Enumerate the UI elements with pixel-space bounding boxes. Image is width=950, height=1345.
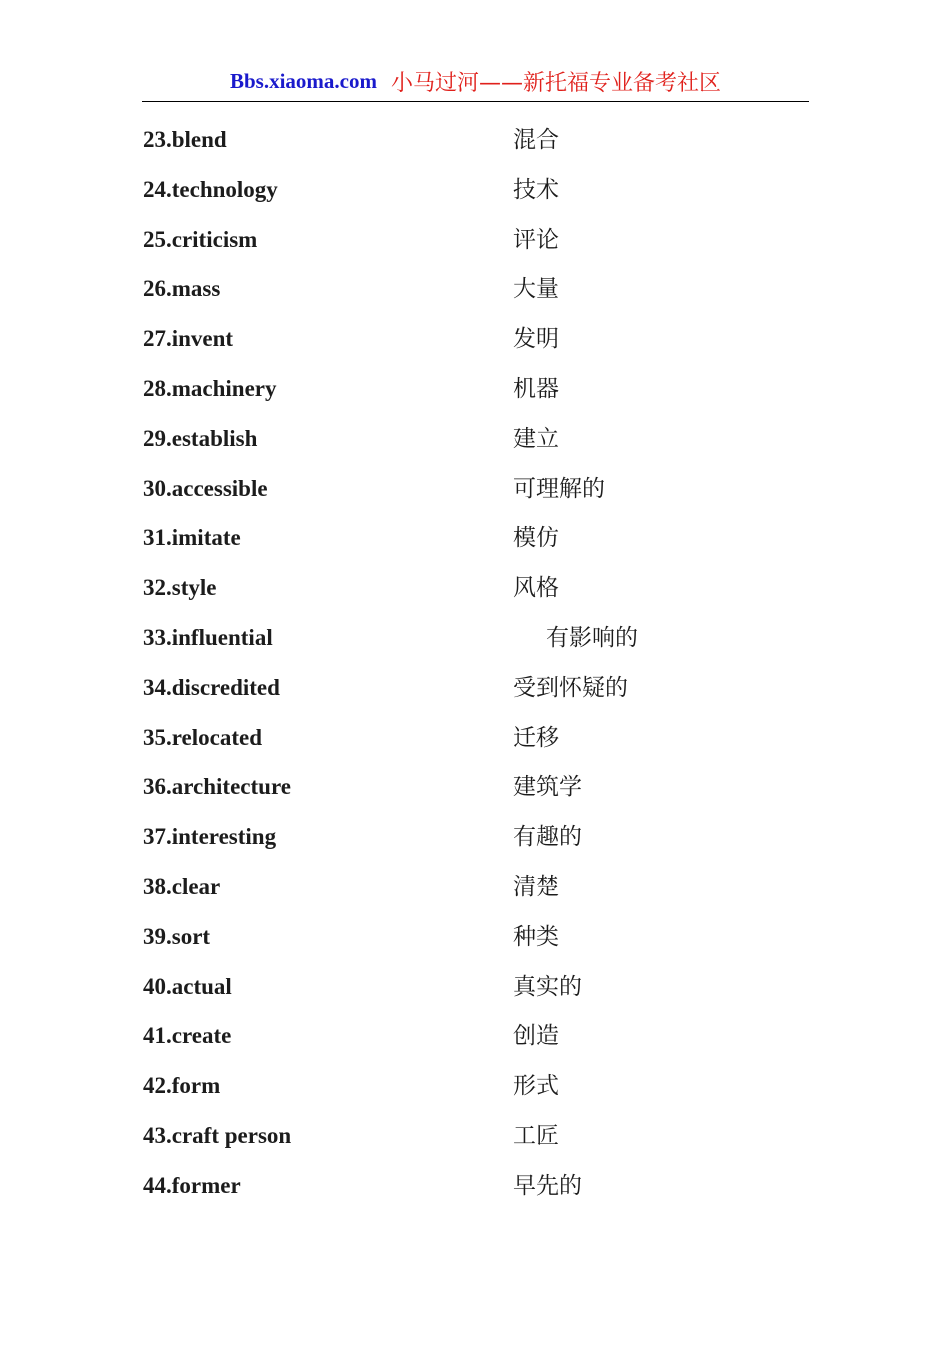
header-title: 小马过河——新托福专业备考社区 (390, 71, 721, 96)
vocab-meaning: 创造 (513, 1023, 559, 1050)
vocab-meaning: 早先的 (513, 1172, 582, 1199)
vocab-term: 32.style (143, 575, 217, 601)
vocab-term: 28.machinery (143, 375, 277, 401)
vocab-meaning: 评论 (513, 226, 559, 253)
vocab-term: 36.architecture (143, 774, 291, 800)
vocab-row (143, 222, 843, 272)
vocab-term: 39.sort (143, 923, 211, 949)
vocab-term: 29.establish (143, 425, 258, 451)
vocab-meaning: 模仿 (513, 525, 559, 552)
vocab-meaning: 受到怀疑的 (513, 674, 628, 701)
vocab-meaning: 混合 (513, 127, 559, 153)
vocab-term: 35.relocated (143, 724, 263, 750)
vocab-meaning: 可理解的 (513, 475, 605, 502)
vocab-row (143, 321, 843, 371)
vocab-meaning: 建立 (513, 425, 559, 452)
vocab-term: 40.actual (143, 973, 232, 999)
vocab-row (143, 172, 843, 222)
vocab-term: 25.criticism (143, 226, 258, 252)
vocab-row (143, 371, 843, 421)
vocab-row (143, 520, 843, 570)
vocab-meaning: 迁移 (513, 724, 559, 751)
vocab-meaning: 种类 (513, 923, 559, 950)
vocab-term: 37.interesting (143, 824, 277, 850)
vocab-meaning: 工匠 (513, 1122, 559, 1149)
vocab-term: 24.technology (143, 176, 278, 202)
vocab-meaning: 大量 (513, 276, 559, 303)
vocab-row (143, 421, 843, 471)
vocab-meaning: 形式 (513, 1073, 559, 1100)
vocab-term: 26.mass (143, 276, 221, 302)
vocab-row (143, 1118, 843, 1168)
vocab-meaning: 有趣的 (513, 824, 582, 851)
vocab-term: 38.clear (143, 873, 221, 899)
vocab-term: 23.blend (143, 127, 227, 152)
vocab-row (143, 1068, 843, 1118)
vocab-row (143, 670, 843, 720)
page-header (142, 66, 809, 102)
vocab-row (143, 570, 843, 620)
vocab-row (143, 122, 843, 172)
vocab-meaning: 清楚 (513, 873, 559, 900)
vocab-meaning: 建筑学 (513, 774, 582, 801)
vocab-meaning: 技术 (513, 176, 559, 203)
vocabulary-list (143, 122, 843, 1218)
vocab-term: 27.invent (143, 326, 234, 352)
vocab-meaning: 发明 (513, 326, 559, 353)
vocab-row (143, 869, 843, 919)
vocab-row (143, 919, 843, 969)
vocab-row (143, 819, 843, 869)
vocab-row (143, 969, 843, 1019)
vocab-row (143, 769, 843, 819)
vocab-row (143, 471, 843, 521)
vocab-term: 44.former (143, 1172, 241, 1198)
vocab-term: 42.form (143, 1073, 221, 1099)
vocab-term: 31.imitate (143, 525, 241, 551)
vocab-row (143, 1168, 843, 1218)
vocab-meaning: 机器 (513, 375, 559, 402)
vocab-term: 33.influential (143, 624, 273, 650)
vocab-meaning: 有影响的 (546, 624, 638, 651)
vocab-term: 30.accessible (143, 475, 268, 501)
vocab-row (143, 620, 843, 670)
header-site-name: Bbs.xiaoma.com (229, 69, 377, 93)
vocab-row (143, 720, 843, 770)
vocab-row (143, 1018, 843, 1068)
vocab-meaning: 风格 (513, 575, 559, 602)
vocab-term: 43.craft person (143, 1122, 292, 1148)
vocab-term: 34.discredited (143, 674, 280, 700)
vocab-row (143, 271, 843, 321)
vocab-term: 41.create (143, 1023, 232, 1049)
vocab-meaning: 真实的 (513, 973, 582, 1000)
